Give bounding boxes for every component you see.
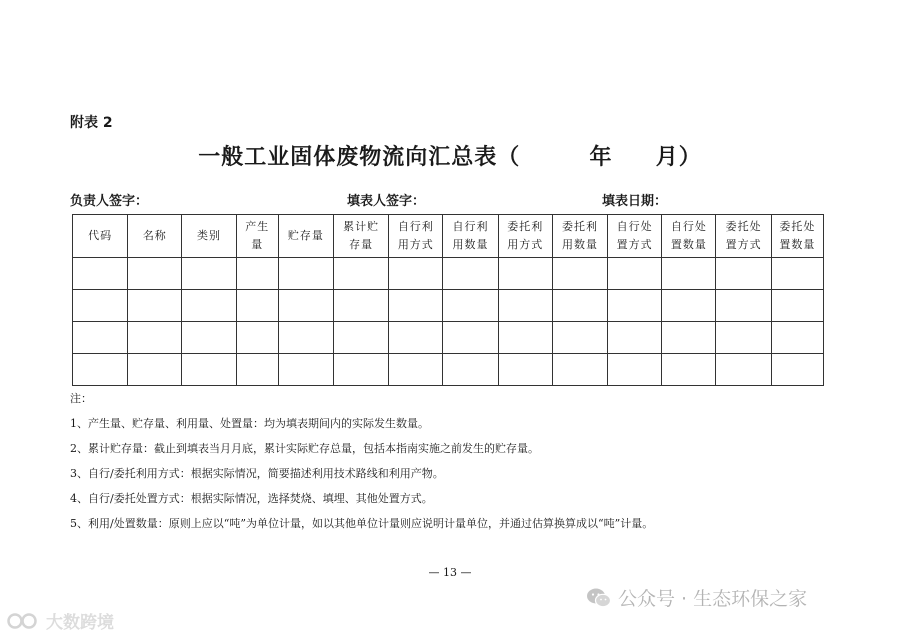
column-header-text: 代码 (88, 229, 113, 242)
table-cell (443, 354, 498, 386)
table-cell (608, 258, 662, 290)
column-header (128, 215, 182, 258)
table-cell (182, 354, 236, 386)
table-cell (498, 290, 552, 322)
column-header (182, 215, 236, 258)
table-cell (236, 258, 278, 290)
table-cell (182, 322, 236, 354)
table-cell (128, 258, 182, 290)
table-cell (389, 258, 443, 290)
table-cell (73, 354, 128, 386)
table-cell (182, 290, 236, 322)
table-cell (498, 322, 552, 354)
table-cell (389, 354, 443, 386)
column-header-text: 委托处 (779, 220, 816, 233)
table-cell (278, 354, 333, 386)
column-header (278, 215, 333, 258)
note-item: 1、产生量、贮存量、利用量、处置量：均为填表期间内的实际发生数量。 (70, 417, 429, 430)
table-cell (278, 258, 333, 290)
table-row (73, 322, 824, 354)
column-header (716, 215, 771, 258)
table-cell (128, 322, 182, 354)
column-header-text: 委托利 (507, 220, 544, 233)
column-header (771, 215, 823, 258)
table-cell (128, 290, 182, 322)
filler-signature-label: 填表人签字： (347, 194, 426, 209)
table-cell (552, 258, 607, 290)
column-header-text: 类别 (197, 229, 222, 242)
table-cell (389, 322, 443, 354)
page-number: — 13 — (428, 566, 472, 579)
column-header (552, 215, 607, 258)
table-cell (716, 258, 771, 290)
table-cell (73, 322, 128, 354)
form-title-year: 年 (589, 145, 613, 170)
table-cell (443, 290, 498, 322)
column-header-text: 产生 (245, 220, 270, 233)
responsible-signature-label: 负责人签字： (70, 194, 149, 209)
column-header-text: 名称 (142, 229, 167, 242)
brand-watermark-text: 大数跨境 (46, 613, 114, 633)
column-header-text: 用数量 (452, 238, 489, 251)
form-title-text: 一般工业固体废物流向汇总表（ (198, 145, 521, 170)
table-cell (236, 322, 278, 354)
notes-section (70, 392, 653, 542)
waste-flow-table (72, 214, 824, 386)
appendix-label: 附表 2 (70, 115, 113, 131)
column-header-text: 置方式 (725, 238, 762, 251)
column-header-text: 置方式 (616, 238, 653, 251)
column-header-text: 用方式 (507, 238, 544, 251)
table-cell (498, 258, 552, 290)
form-title-month: 月） (655, 145, 702, 170)
wechat-watermark-text: 公众号 · 生态环保之家 (618, 588, 808, 610)
column-header (334, 215, 389, 258)
table-cell (771, 258, 823, 290)
wechat-icon (586, 587, 612, 609)
table-row (73, 290, 824, 322)
note-item: 4、自行/委托处置方式：根据实际情况，选择焚烧、填埋、其他处置方式。 (70, 492, 433, 505)
table-cell (334, 354, 389, 386)
brand-logo-icon (6, 611, 42, 631)
table-cell (716, 322, 771, 354)
table-cell (236, 354, 278, 386)
table-cell (278, 290, 333, 322)
column-header (73, 215, 128, 258)
column-header-text: 累计贮 (343, 220, 380, 233)
column-header (443, 215, 498, 258)
table-cell (771, 322, 823, 354)
table-cell (443, 322, 498, 354)
table-cell (236, 290, 278, 322)
wechat-watermark (586, 584, 807, 611)
note-item: 2、累计贮存量：截止到填表当月月底，累计实际贮存总量，包括本指南实施之前发生的贮存量。 (70, 442, 539, 455)
form-title (0, 140, 900, 171)
table-cell (128, 354, 182, 386)
column-header (662, 215, 716, 258)
column-header-text: 用数量 (561, 238, 598, 251)
column-header-text: 自行利 (452, 220, 489, 233)
table-cell (73, 258, 128, 290)
table-cell (662, 258, 716, 290)
brand-watermark (6, 608, 114, 633)
table-cell (608, 354, 662, 386)
table-header-row (73, 215, 824, 258)
table-cell (278, 322, 333, 354)
table-cell (334, 322, 389, 354)
column-header-text: 贮存量 (287, 229, 324, 242)
table-cell (73, 290, 128, 322)
table-cell (443, 258, 498, 290)
table-cell (716, 354, 771, 386)
table-cell (608, 322, 662, 354)
column-header (498, 215, 552, 258)
column-header-text: 委托处 (725, 220, 762, 233)
column-header-text: 用方式 (397, 238, 434, 251)
table-cell (334, 290, 389, 322)
column-header-text: 置数量 (779, 238, 816, 251)
column-header-text: 自行处 (616, 220, 653, 233)
table-row (73, 354, 824, 386)
table-cell (182, 258, 236, 290)
column-header-text: 自行利 (397, 220, 434, 233)
table-cell (716, 290, 771, 322)
column-header (608, 215, 662, 258)
table-cell (662, 290, 716, 322)
table-cell (552, 354, 607, 386)
table-cell (608, 290, 662, 322)
table-cell (334, 258, 389, 290)
column-header (389, 215, 443, 258)
table-cell (552, 290, 607, 322)
table-cell (389, 290, 443, 322)
table-cell (498, 354, 552, 386)
table-cell (552, 322, 607, 354)
column-header-text: 置数量 (670, 238, 707, 251)
table-cell (662, 354, 716, 386)
column-header-text: 量 (251, 238, 264, 251)
column-header-text: 委托利 (561, 220, 598, 233)
column-header-text: 自行处 (670, 220, 707, 233)
table-cell (771, 290, 823, 322)
column-header-text: 存量 (349, 238, 374, 251)
table-row (73, 258, 824, 290)
note-item: 3、自行/委托利用方式：根据实际情况，简要描述利用技术路线和利用产物。 (70, 467, 444, 480)
table-cell (771, 354, 823, 386)
column-header (236, 215, 278, 258)
notes-label: 注： (70, 392, 92, 405)
note-item: 5、利用/处置数量：原则上应以“吨”为单位计量，如以其他单位计量则应说明计量单位，并通过估算换算成以“吨”计量。 (70, 517, 654, 530)
fill-date-label: 填表日期： (602, 194, 668, 209)
table-cell (662, 322, 716, 354)
